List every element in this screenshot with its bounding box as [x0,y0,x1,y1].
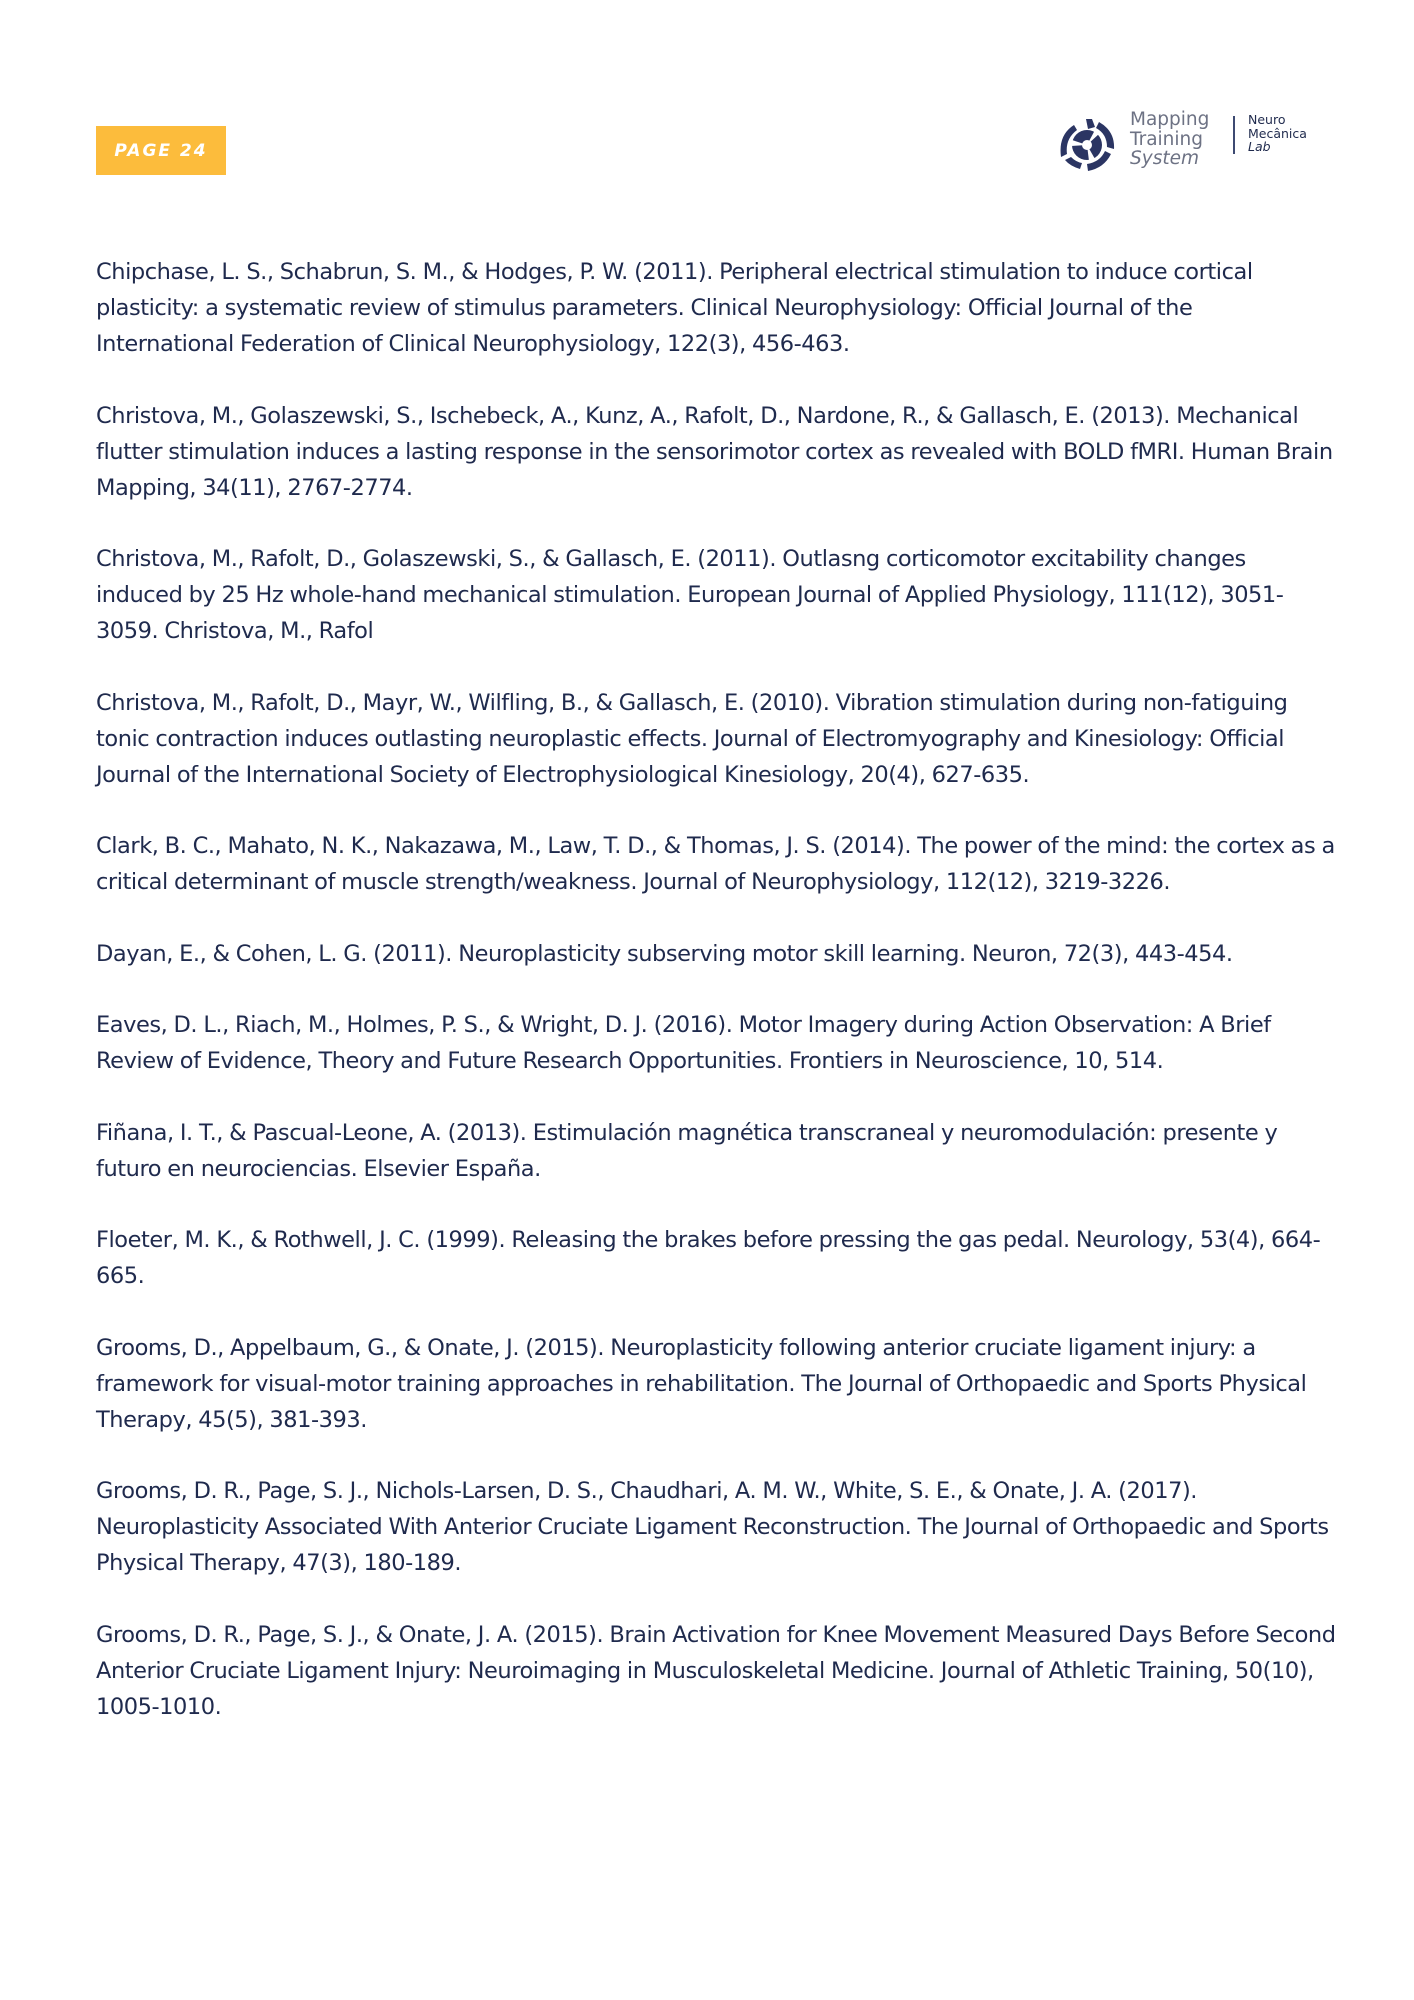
reference-entry: Christova, M., Rafolt, D., Golaszewski, S., & Gallasch, E. (2011). Outlasng corticomotor excitability changes induced by 25 Hz whole-hand mechanical stimulation. European Journal of Applied Physiology, 111(12), 3051-3059. Christova, M., Rafol [96,546,1284,644]
reference-entry: Eaves, D. L., Riach, M., Holmes, P. S., & Wright, D. J. (2016). Motor Imagery during Action Observation: A Brief Review of Evidence, Theory and Future Research Opportunities. Frontiers in Neuroscience, 10, 514. [96,1012,1271,1074]
reference-entry: Grooms, D., Appelbaum, G., & Onate, J. (2015). Neuroplasticity following anterior cruciate ligament injury: a framework for visual-motor training approaches in rehabilitation. The Journal of Orthopaedic and Sports Physical Therapy, 45(5), 381-393. [96,1334,1307,1433]
gear-wheel-icon [1055,113,1119,175]
reference-list [96,254,1336,1760]
logo-wordmark [1130,110,1209,169]
reference-entry: Clark, B. C., Mahato, N. K., Nakazawa, M., Law, T. D., & Thomas, J. S. (2014). The power of the mind: the cortex as a critical determinant of muscle strength/weakness. Journal of Neurophysiology, 112(12), 3219-3226. [96,833,1335,895]
logo-divider [1233,116,1235,154]
reference-entry: Chipchase, L. S., Schabrun, S. M., & Hodges, P. W. (2011). Peripheral electrical stimulation to induce cortical plasticity: a systematic review of stimulus parameters. Clinical Neurophysiology: Official Journal of the International Federation of Clinical Neurophysiology, 122(3), 456-463. [96,259,1253,357]
brand-logo [1055,110,1325,176]
logo-lab-mecanica: Mecânica [1248,125,1307,141]
reference-entry: Fiñana, I. T., & Pascual-Leone, A. (2013). Estimulación magnética transcraneal y neuromodulación: presente y futuro en neurociencias. Elsevier España. [96,1119,1278,1182]
page-badge [96,126,226,175]
page-number-label: PAGE 24 [114,140,208,161]
reference-entry: Grooms, D. R., Page, S. J., Nichols-Larsen, D. S., Chaudhari, A. M. W., White, S. E., & Onate, J. A. (2017). Neuroplasticity Associated With Anterior Cruciate Ligament Reconstruction. The Journal of Orthopaedic and Sports Physical Therapy, 47(3), 180-189. [96,1478,1329,1576]
reference-entry: Floeter, M. K., & Rothwell, J. C. (1999). Releasing the brakes before pressing the gas pedal. Neurology, 53(4), 664-665. [96,1227,1321,1289]
reference-entry: Dayan, E., & Cohen, L. G. (2011). Neuroplasticity subserving motor skill learning. Neuron, 72(3), 443-454. [96,940,1233,967]
logo-lab-name [1248,113,1307,154]
logo-lab-lab: Lab [1248,139,1271,154]
logo-word-training: Training [1130,128,1203,150]
logo-word-mapping: Mapping [1130,109,1210,130]
logo-word-system: System [1130,148,1199,169]
logo-lab-neuro: Neuro [1248,112,1286,127]
reference-entry: Christova, M., Golaszewski, S., Ischebeck, A., Kunz, A., Rafolt, D., Nardone, R., & Gallasch, E. (2013). Mechanical flutter stimulation induces a lasting response in the sensorimotor cortex as revealed with BOLD fMRI. Human Brain Mapping, 34(11), 2767-2774. [96,402,1333,501]
reference-entry: Christova, M., Rafolt, D., Mayr, W., Wilfling, B., & Gallasch, E. (2010). Vibration stimulation during non-fatiguing tonic contraction induces outlasting neuroplastic effects. Journal of Electromyography and Kinesiology: Official Journal of the International Society of Electrophysiological Kinesiology, 20(4), 627-635. [96,689,1288,788]
reference-entry: Grooms, D. R., Page, S. J., & Onate, J. A. (2015). Brain Activation for Knee Movement Measured Days Before Second Anterior Cruciate Ligament Injury: Neuroimaging in Musculoskeletal Medicine. Journal of Athletic Training, 50(10), 1005-1010. [96,1621,1336,1720]
